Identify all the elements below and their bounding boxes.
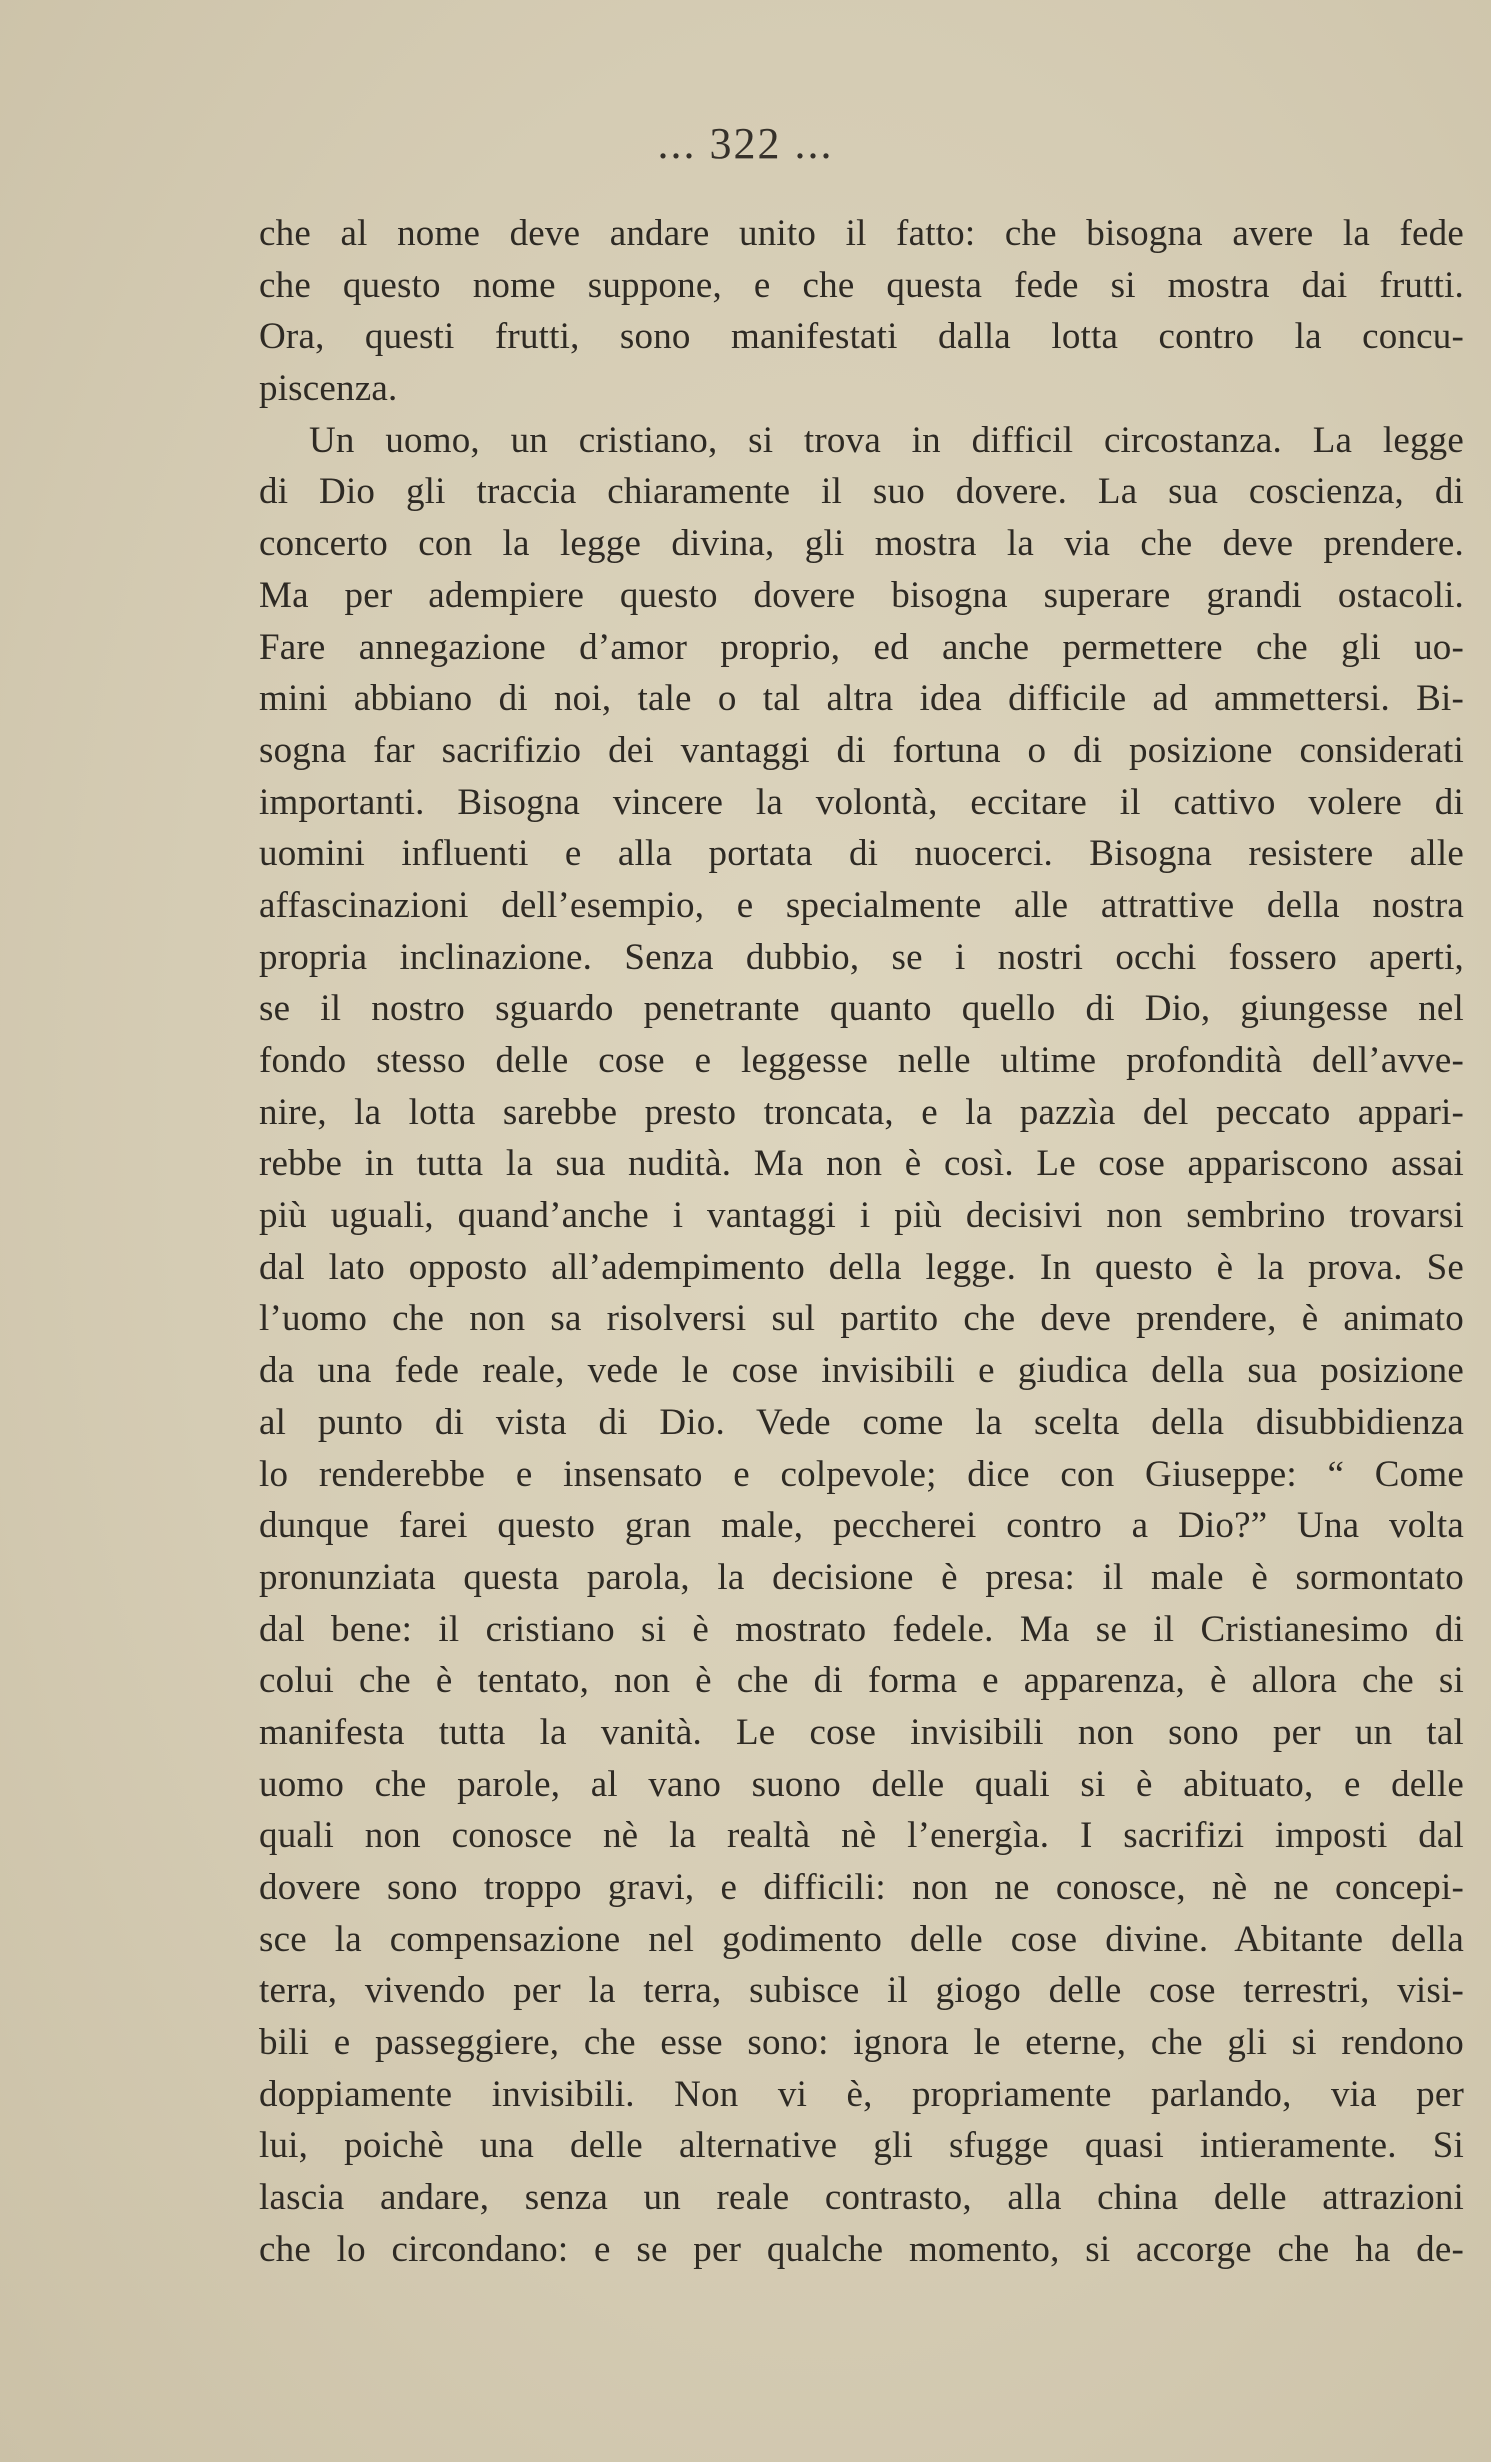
text-line: quali non conosce nè la realtà nè l’energìa. I sacrifizi imposti dal: [259, 1815, 1464, 1857]
text-line: uomini influenti e alla portata di nuocerci. Bisogna resistere alle: [259, 833, 1464, 875]
text-line: dovere sono troppo gravi, e difficili: non ne conosce, nè ne concepi-: [259, 1867, 1464, 1908]
text-line: dal bene: il cristiano si è mostrato fedele. Ma se il Cristianesimo di: [259, 1608, 1464, 1650]
text-line: da una fede reale, vede le cose invisibili e giudica della sua posizione: [259, 1350, 1464, 1392]
text-line: concerto con la legge divina, gli mostra la via che deve prendere.: [259, 523, 1464, 565]
text-line: se il nostro sguardo penetrante quanto quello di Dio, giungesse nel: [259, 988, 1464, 1030]
text-line: piscenza.: [259, 368, 398, 410]
text-line: al punto di vista di Dio. Vede come la scelta della disubbidienza: [259, 1401, 1464, 1443]
text-line: Ora, questi frutti, sono manifestati dalla lotta contro la concu-: [259, 316, 1464, 358]
text-line: importanti. Bisogna vincere la volontà, eccitare il cattivo volere di: [259, 781, 1464, 823]
text-line: dal lato opposto all’adempimento della legge. In questo è la prova. Se: [259, 1246, 1464, 1288]
text-body: [259, 208, 1464, 2276]
text-line: lui, poichè una delle alternative gli sfugge quasi intieramente. Si: [259, 2125, 1464, 2167]
text-line: mini abbiano di noi, tale o tal altra idea difficile ad ammettersi. Bi-: [259, 678, 1464, 720]
text-line: lo renderebbe e insensato e colpevole; dice con Giuseppe: “ Come: [259, 1453, 1464, 1495]
text-line: affascinazioni dell’esempio, e specialmente alle attrattive della nostra: [259, 884, 1464, 926]
text-line: manifesta tutta la vanità. Le cose invisibili non sono per un tal: [259, 1711, 1464, 1753]
text-line: uomo che parole, al vano suono delle quali si è abituato, e delle: [259, 1763, 1464, 1805]
text-line: Ma per adempiere questo dovere bisogna superare grandi ostacoli.: [259, 574, 1464, 616]
page-number: ... 322 ...: [657, 119, 834, 168]
text-line: Fare annegazione d’amor proprio, ed anche permettere che gli uo-: [259, 626, 1464, 668]
text-line: che al nome deve andare unito il fatto: che bisogna avere la fede: [259, 213, 1464, 254]
text-line: doppiamente invisibili. Non vi è, propriamente parlando, via per: [259, 2073, 1464, 2115]
text-line: sce la compensazione nel godimento delle cose divine. Abitante della: [259, 1918, 1464, 1960]
text-line: bili e passeggiere, che esse sono: ignora le eterne, che gli si rendono: [259, 2022, 1464, 2064]
text-line: sogna far sacrifizio dei vantaggi di fortuna o di posizione considerati: [259, 729, 1464, 771]
text-line: l’uomo che non sa risolversi sul partito che deve prendere, è animato: [259, 1298, 1464, 1340]
text-line: propria inclinazione. Senza dubbio, se i nostri occhi fossero aperti,: [259, 936, 1464, 978]
text-line: di Dio gli traccia chiaramente il suo dovere. La sua coscienza, di: [259, 471, 1464, 513]
text-line: dunque farei questo gran male, peccherei contro a Dio?” Una volta: [259, 1505, 1464, 1547]
text-line: nire, la lotta sarebbe presto troncata, e la pazzìa del peccato appari-: [259, 1091, 1464, 1133]
text-line: pronunziata questa parola, la decisione è presa: il male è sormontato: [259, 1556, 1464, 1598]
text-line: più uguali, quand’anche i vantaggi i più decisivi non sembrino trovarsi: [259, 1195, 1464, 1237]
text-line: che lo circondano: e se per qualche momento, si accorge che ha de-: [259, 2228, 1464, 2270]
text-line: lascia andare, senza un reale contrasto, alla china delle attrazioni: [259, 2177, 1464, 2219]
text-line: rebbe in tutta la sua nudità. Ma non è così. Le cose appariscono assai: [259, 1143, 1464, 1185]
text-line: che questo nome suppone, e che questa fede si mostra dai frutti.: [259, 264, 1464, 306]
text-line: terra, vivendo per la terra, subisce il giogo delle cose terrestri, visi-: [259, 1970, 1464, 2012]
text-line: Un uomo, un cristiano, si trova in difficil circostanza. La legge: [309, 419, 1464, 461]
text-line: colui che è tentato, non è che di forma e apparenza, è allora che si: [259, 1660, 1464, 1702]
text-line: fondo stesso delle cose e leggesse nelle ultime profondità dell’avve-: [259, 1040, 1464, 1081]
